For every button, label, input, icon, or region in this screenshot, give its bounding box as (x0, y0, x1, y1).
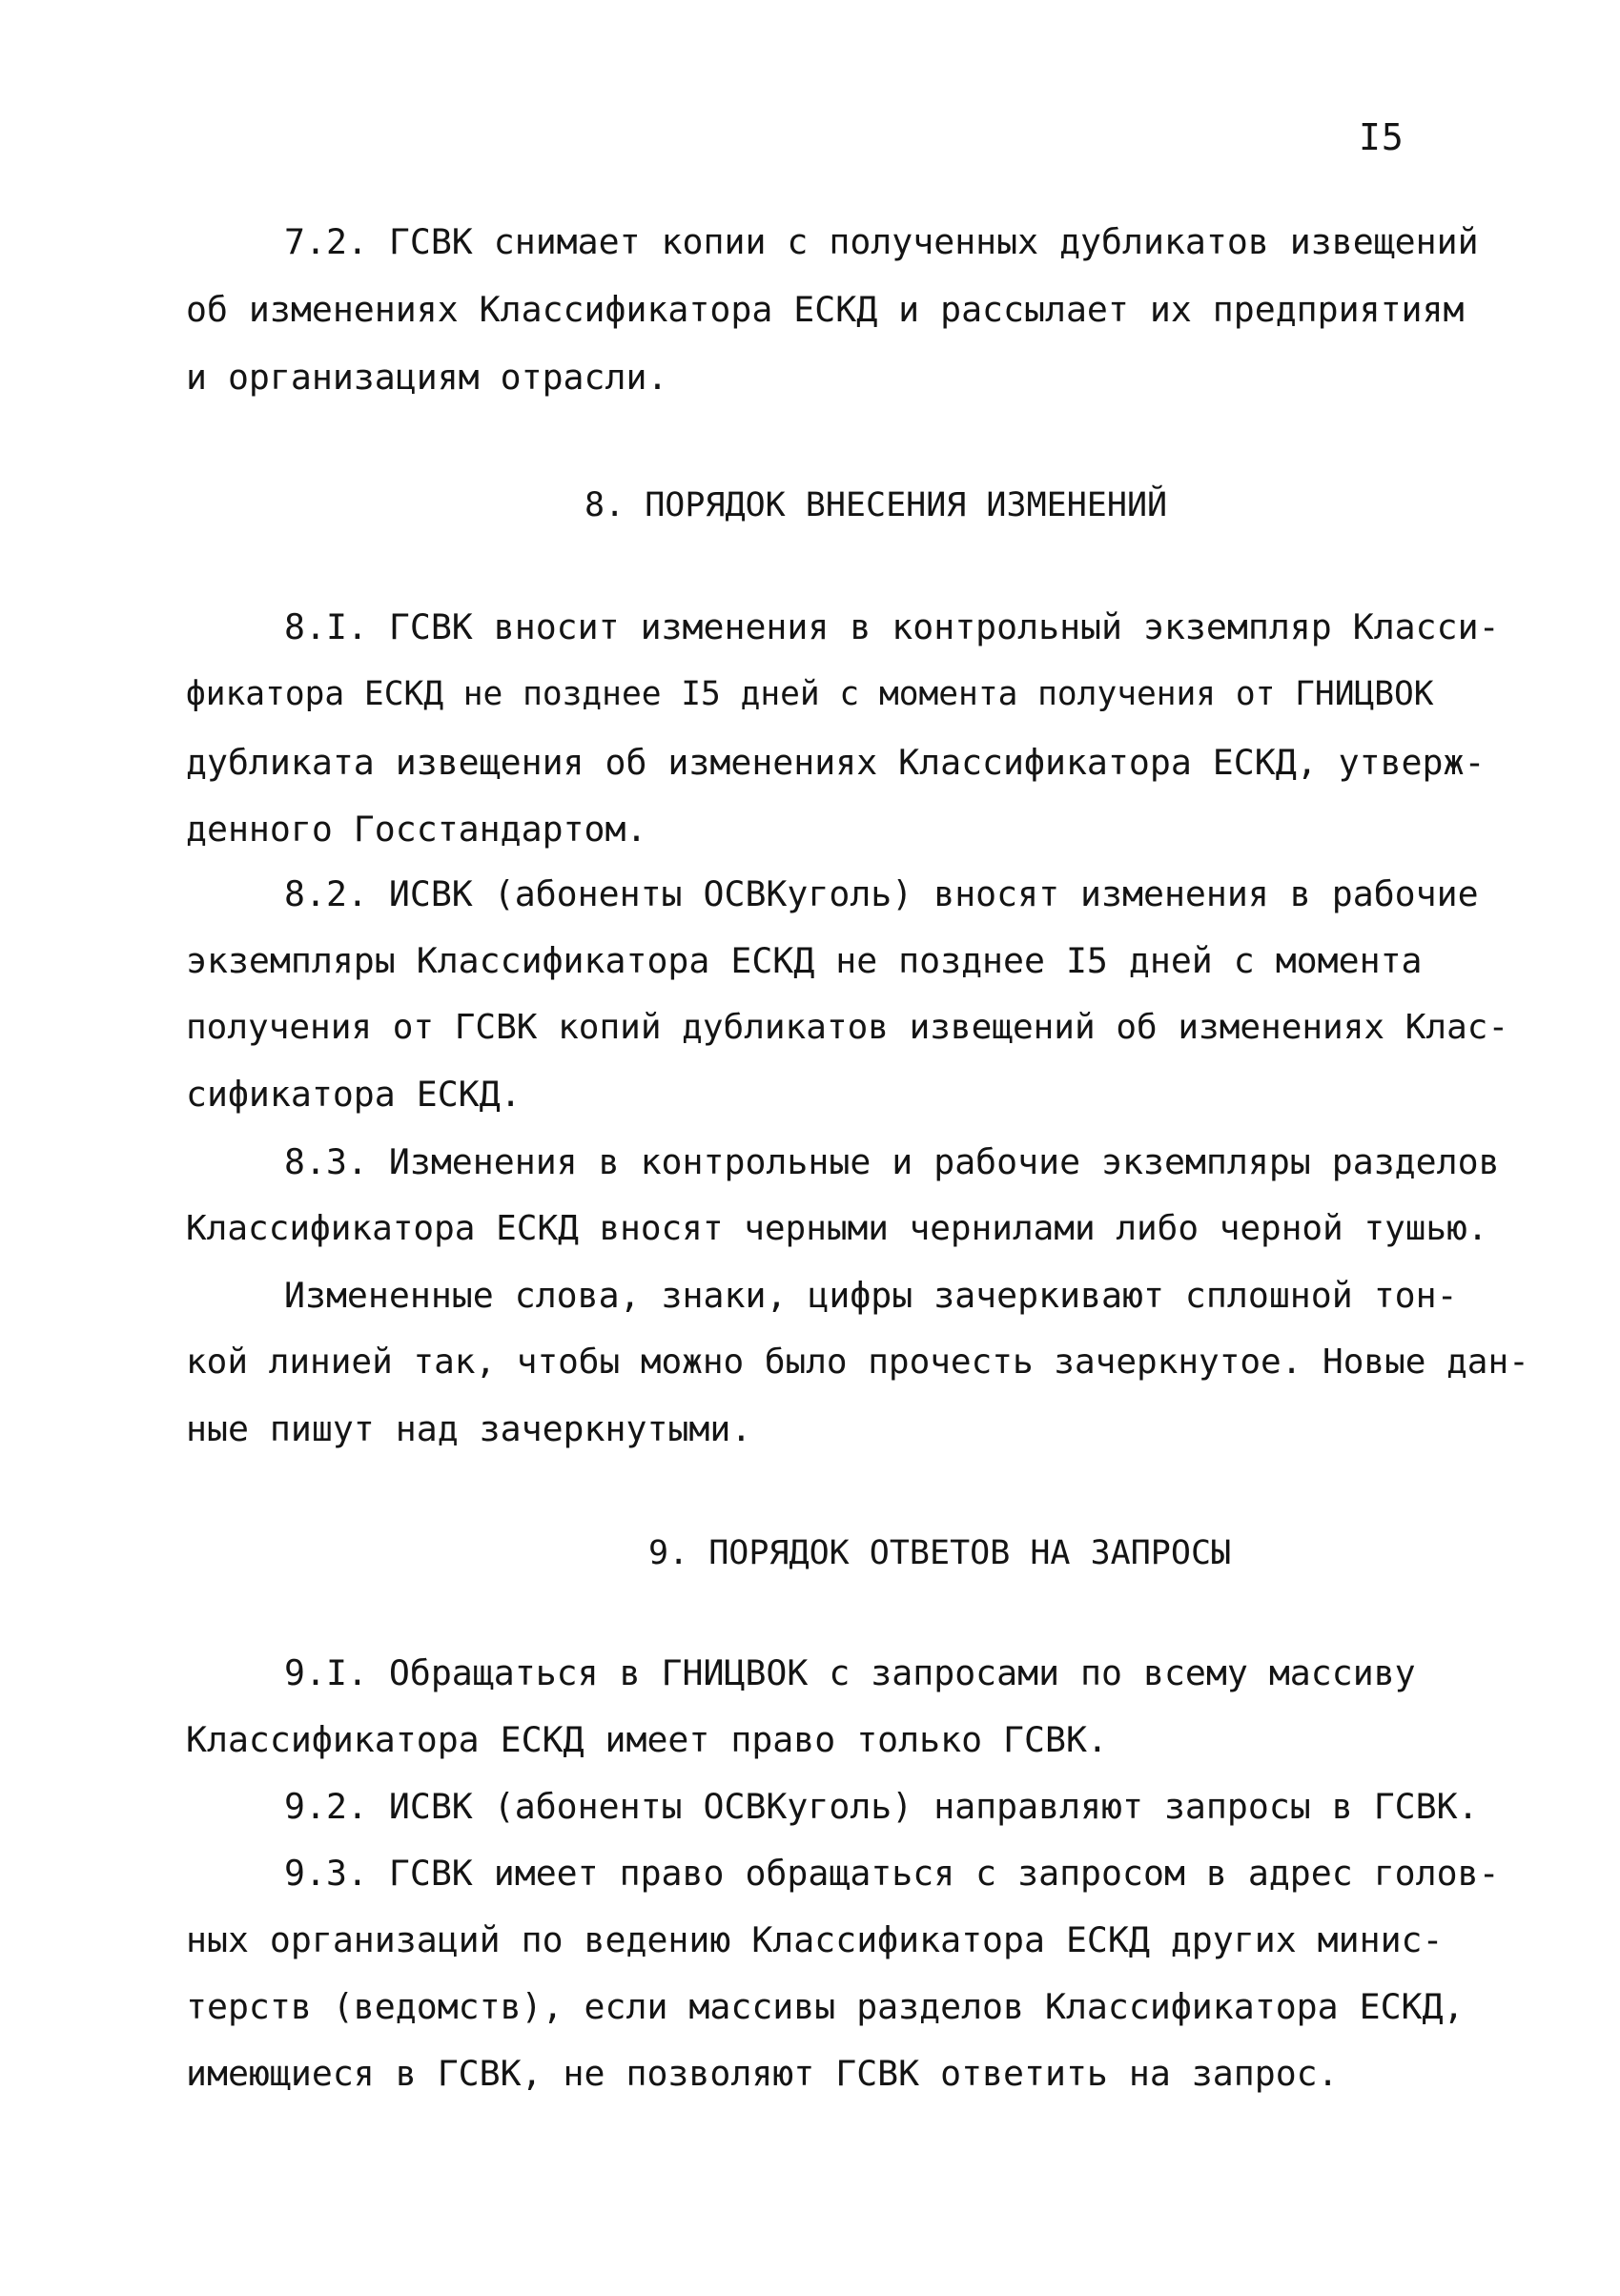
text-line: сификатора ЕСКД. (186, 1074, 522, 1115)
text-line: дубликата извещения об изменениях Классификатора ЕСКД, утверж- (186, 742, 1486, 783)
text-line: ные пишут над зачеркнутыми. (186, 1408, 752, 1449)
text-line: Измененные слова, знаки, цифры зачеркивают сплошной тон- (284, 1275, 1458, 1316)
text-line: экземпляры Классификатора ЕСКД не позднее I5 дней с момента (186, 940, 1423, 981)
text-line: Классификатора ЕСКД имеет право только ГСВК. (186, 1719, 1108, 1760)
text-line: 9.I. Обращаться в ГНИЦВОК с запросами по всему массиву (284, 1652, 1416, 1693)
text-line: 9.2. ИСВК (абоненты ОСВКуголь) направляют запросы в ГСВК. (284, 1786, 1479, 1827)
text-line: денного Госстандартом. (186, 809, 647, 850)
section-9-heading: 9. ПОРЯДОК ОТВЕТОВ НА ЗАПРОСЫ (648, 1534, 1232, 1572)
text-line: фикатора ЕСКД не позднее I5 дней с момента получения от ГНИЦВОК (186, 675, 1434, 713)
text-line: 8.I. ГСВК вносит изменения в контрольный экземпляр Класси- (284, 606, 1500, 647)
text-line: об изменениях Классификатора ЕСКД и рассылает их предприятиям (186, 289, 1465, 330)
text-line: Классификатора ЕСКД вносят черными чернилами либо черной тушью. (186, 1209, 1488, 1248)
text-line: 9.3. ГСВК имеет право обращаться с запросом в адрес голов- (284, 1853, 1500, 1894)
page-number: I5 (1359, 116, 1405, 158)
text-line: терств (ведомств), если массивы разделов Классификатора ЕСКД, (186, 1986, 1465, 2027)
text-line: 8.3. Изменения в контрольные и рабочие экземпляры разделов (284, 1141, 1500, 1182)
text-line: получения от ГСВК копий дубликатов извещений об изменениях Клас- (186, 1008, 1509, 1047)
text-line: 8.2. ИСВК (абоненты ОСВКуголь) вносят изменения в рабочие (284, 873, 1479, 914)
text-line: имеющиеся в ГСВК, не позволяют ГСВК ответить на запрос. (186, 2053, 1339, 2094)
text-line: ных организаций по ведению Классификатора ЕСКД других минис- (186, 1919, 1444, 1960)
section-8-heading: 8. ПОРЯДОК ВНЕСЕНИЯ ИЗМЕНЕНИЙ (584, 486, 1168, 524)
text-line: и организациям отрасли. (186, 357, 668, 398)
text-line: 7.2. ГСВК снимает копии с полученных дубликатов извещений (284, 221, 1479, 262)
text-line: кой линией так, чтобы можно было прочесть зачеркнутое. Новые дан- (186, 1343, 1529, 1382)
